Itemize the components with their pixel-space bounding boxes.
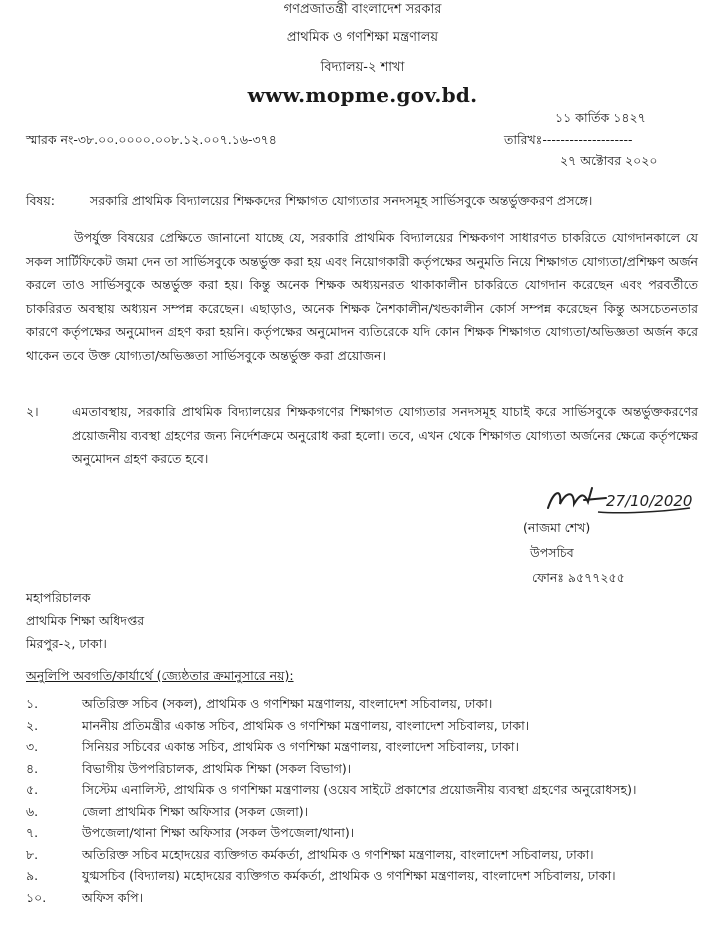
- list-item: ৫. সিস্টেম এনালিস্ট, প্রাথমিক ও গণশিক্ষা মন্ত্রণালয় (ওয়েব সাইটে প্রকাশের প্রয়োজনীয় ব্যবস্থা গ্রহণের অনুরোধসহ)।: [26, 782, 637, 797]
- date-bangla: ১১ কার্তিক ১৪২৭: [555, 110, 646, 125]
- paragraph-2-text: এমতাবস্থায়, সরকারি প্রাথমিক বিদ্যালয়ের শিক্ষকগণের শিক্ষাগত যোগ্যতার সনদসমূহ যাচাই করে সার্ভিসবুকে অন্তর্ভুক্তকরণের প্রয়োজনীয় ব্যবস্থা গ্রহণের জন্য নির্দেশক্রমে অনুরোধ করা হলো। তবে, এখন থেকে শিক্ষাগত যোগ্যতা অর্জনের ক্ষেত্রে কর্তৃপক্ষের অনুমোদন গ্রহণ করতে হবে।: [72, 404, 698, 466]
- memo-number: স্মারক নং-৩৮.০০.০০০০.০০৮.১২.০০৭.১৬-৩৭৪: [26, 132, 277, 147]
- list-item: ৪. বিভাগীয় উপপরিচালক, প্রাথমিক শিক্ষা (সকল বিভাগ)।: [26, 760, 352, 776]
- subject-line: [26, 193, 706, 209]
- government-name: গণপ্রজাতন্ত্রী বাংলাদেশ সরকার: [283, 2, 442, 17]
- recipient-office: প্রাথমিক শিক্ষা অধিদপ্তর: [26, 613, 145, 628]
- ministry-name: প্রাথমিক ও গণশিক্ষা মন্ত্রণালয়: [286, 30, 439, 45]
- paragraph-number: ২।: [26, 404, 39, 419]
- recipient-title: মহাপরিচালক: [26, 590, 91, 605]
- handwritten-signature: [540, 478, 710, 518]
- list-item: ৩. সিনিয়র সচিবের একান্ত সচিব, প্রাথমিক ও গণশিক্ষা মন্ত্রণালয়, বাংলাদেশ সচিবালয়, ঢাকা।: [26, 739, 519, 754]
- signatory-phone: ফোনঃ ৯৫৭৭২৫৫: [532, 570, 625, 585]
- copy-list: [26, 693, 706, 908]
- list-item: ১০. অফিস কপি।: [26, 889, 144, 905]
- recipient-location: মিরপুর-২, ঢাকা।: [26, 636, 107, 651]
- signatory-name: (নাজমা শেখ): [523, 520, 591, 535]
- subject-label: বিষয়:: [26, 193, 56, 208]
- list-item: ৯. যুগ্মসচিব (বিদ্যালয়) মহোদয়ের ব্যক্তিগত কর্মকর্তা, প্রাথমিক ও গণশিক্ষা মন্ত্রণালয়, বাংলাদেশ সচিবালয়, ঢাকা।: [26, 868, 616, 883]
- list-item: ১. অতিরিক্ত সচিব (সকল), প্রাথমিক ও গণশিক্ষা মন্ত্রণালয়, বাংলাদেশ সচিবালয়, ঢাকা।: [26, 696, 493, 711]
- date-gregorian: ২৭ অক্টোবর ২০২০: [560, 153, 658, 168]
- svg-text:27/10/2020: 27/10/2020: [606, 492, 693, 510]
- list-item: ৭. উপজেলা/থানা শিক্ষা অফিসার (সকল উপজেলা/থানা)।: [26, 825, 355, 840]
- list-item: ২. মাননীয় প্রতিমন্ত্রীর একান্ত সচিব, প্রাথমিক ও গণশিক্ষা মন্ত্রণালয়, বাংলাদেশ সচিবালয়, ঢাকা।: [26, 717, 530, 733]
- subject-text: সরকারি প্রাথমিক বিদ্যালয়ের শিক্ষকদের শিক্ষাগত যোগ্যতার সনদসমূহ সার্ভিসবুকে অন্তর্ভুক্তকরণ প্রসঙ্গে।: [90, 193, 593, 208]
- copy-list-heading: অনুলিপি অবগতি/কার্যার্থে (জ্যেষ্ঠতার ক্রমানুসারে নয়):: [26, 668, 294, 683]
- body-paragraph-1: উপর্যুক্ত বিষয়ের প্রেক্ষিতে জানানো যাচ্ছে যে, সরকারি প্রাথমিক বিদ্যালয়ের শিক্ষকগণ সাধারণত চাকরিতে যোগদানকালে যে সকল সার্টিফিকেট জমা দেন তা সার্ভিসবুকে অন্তর্ভুক্ত করা হয় এবং নিয়োগকারী কর্তৃপক্ষের অনুমতি নিয়ে শিক্ষাগত যোগ্যতা/প্রশিক্ষণ অর্জন করলে তাও সার্ভিসবুকে অন্তর্ভুক্ত করা হয়। কিন্তু অনেক শিক্ষক অধ্যয়নরত থাকাকালীন চাকরিতে যোগদান করেছেন এবং পরবর্তীতে চাকরিরত অবস্থায় অধ্যয়ন সম্পন্ন করেছেন। এছাড়াও, অনেক শিক্ষক নৈশকালীন/খন্ডকালীন কোর্স সম্পন্ন করেছেন কিন্তু অসচেতনতার কারণে কর্তৃপক্ষের অনুমোদন গ্রহণ করা হয়নি। কর্তৃপক্ষের অনুমোদন ব্যতিরেকে যদি কোন শিক্ষক শিক্ষাগত যোগ্যতা/অভিজ্ঞতা অর্জন করে থাকেন তবে উক্ত যোগ্যতা/অভিজ্ঞতা সার্ভিসবুকে অন্তর্ভুক্ত করা প্রয়োজন।: [26, 230, 698, 363]
- date-label: তারিখঃ--------------------: [504, 132, 633, 147]
- body-paragraph-2: [26, 400, 698, 471]
- list-item: ৮. অতিরিক্ত সচিব মহোদয়ের ব্যক্তিগত কর্মকর্তা, প্রাথমিক ও গণশিক্ষা মন্ত্রণালয়, বাংলাদেশ সচিবালয়, ঢাকা।: [26, 846, 594, 862]
- website-link[interactable]: www.mopme.gov.bd.: [247, 83, 478, 107]
- signatory-designation: উপসচিব: [530, 545, 574, 560]
- branch-name: বিদ্যালয়-২ শাখা: [320, 60, 405, 75]
- list-item: ৬. জেলা প্রাথমিক শিক্ষা অফিসার (সকল জেলা)।: [26, 803, 309, 819]
